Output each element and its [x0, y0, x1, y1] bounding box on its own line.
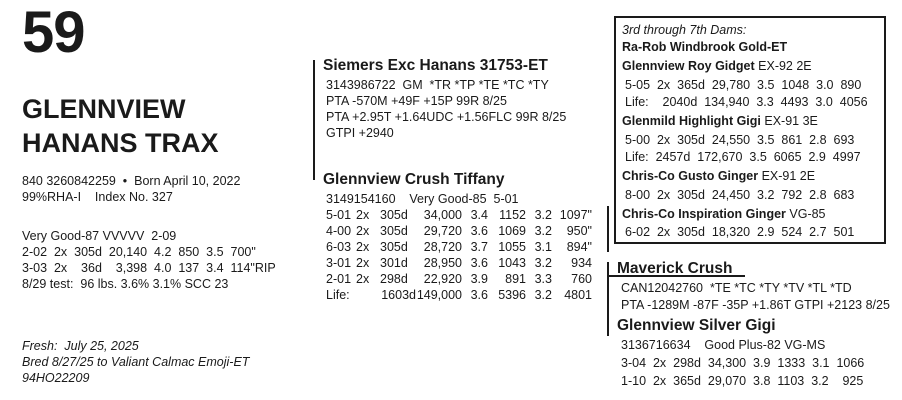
table-cell: 3.2 — [534, 256, 552, 270]
bred-sire-code: 94HO22209 — [22, 371, 90, 385]
ancestor-dam-record: 5-00 2x 305d 24,550 3.5 861 2.8 693 — [625, 133, 855, 147]
ancestor-dam-name: Glenmild Highlight Gigi — [622, 114, 761, 128]
ancestor-dam-3 — [622, 113, 818, 129]
granddam-record-1: 3-04 2x 298d 34,300 3.9 1333 3.1 1066 — [621, 356, 865, 370]
table-row — [326, 239, 592, 255]
table-cell: 950" — [566, 224, 592, 238]
table-cell: 29,720 — [423, 224, 462, 238]
ancestor-dam-class: EX-92 2E — [754, 59, 812, 73]
ancestor-dam-life: Life: 2040d 134,940 3.3 4493 3.0 4056 — [625, 95, 868, 109]
sire-line-1: 3143986722 GM *TR *TP *TE *TC *TY — [326, 78, 549, 92]
table-cell: 2x — [356, 272, 370, 286]
table-cell: Life: — [326, 288, 350, 302]
table-cell: 2x — [356, 224, 370, 238]
ancestor-dam-class: EX-91 2E — [758, 169, 816, 183]
table-cell: 934 — [571, 256, 592, 270]
cow-rha-line: 99%RHA-I Index No. 327 — [22, 190, 173, 204]
table-row — [326, 223, 592, 239]
granddam-info: 3136716634 Good Plus-82 VG-MS — [621, 338, 826, 352]
table-cell: 3.6 — [470, 288, 488, 302]
cow-record-1: 2-02 2x 305d 20,140 4.2 850 3.5 700" — [22, 245, 256, 259]
table-cell: 3.1 — [534, 240, 552, 254]
table-cell: 3.7 — [470, 240, 488, 254]
table-cell: 301d — [380, 256, 408, 270]
table-cell: 298d — [380, 272, 408, 286]
table-cell: 3.4 — [470, 208, 488, 222]
table-cell: 5396 — [498, 288, 526, 302]
table-cell: 22,920 — [423, 272, 462, 286]
cow-id-line: 840 3260842259 • Born April 10, 2022 — [22, 174, 241, 188]
table-cell: 1097" — [559, 208, 592, 222]
table-cell: 1069 — [498, 224, 526, 238]
table-row — [326, 271, 592, 287]
table-cell: 760 — [571, 272, 592, 286]
table-row — [326, 287, 592, 303]
table-cell: 1152 — [499, 208, 526, 222]
dam-name: Glennview Crush Tiffany — [323, 171, 505, 188]
table-cell: 34,000 — [423, 208, 462, 222]
table-cell: 1603d — [381, 288, 416, 302]
table-cell: 28,720 — [423, 240, 462, 254]
sire-line-4: GTPI +2940 — [326, 126, 394, 140]
table-cell: 3.2 — [534, 208, 552, 222]
table-row — [326, 207, 592, 223]
table-row — [326, 255, 592, 271]
mgs-name: Maverick Crush — [617, 260, 733, 277]
ancestor-dam-1-name: Ra-Rob Windbrook Gold-ET — [622, 40, 788, 54]
sire-line-3: PTA +2.95T +1.64UDC +1.56FLC 99R 8/25 — [326, 110, 567, 124]
ancestor-dam-5 — [622, 206, 826, 222]
dam-records-table — [326, 207, 592, 303]
table-cell: 3-01 — [326, 256, 352, 270]
cow-classification: Very Good-87 VVVVV 2-09 — [22, 229, 177, 243]
table-cell: 4801 — [564, 288, 592, 302]
sire-line-2: PTA -570M +49F +15P 99R 8/25 — [326, 94, 507, 108]
table-cell: 3.2 — [534, 224, 552, 238]
table-cell: 149,000 — [416, 288, 462, 302]
cow-test-record: 8/29 test: 96 lbs. 3.6% 3.1% SCC 23 — [22, 277, 229, 291]
table-cell: 2x — [356, 256, 370, 270]
table-cell: 891 — [505, 272, 526, 286]
mgs-bracket-line — [607, 262, 609, 336]
granddam-name: Glennview Silver Gigi — [617, 317, 776, 334]
dam-info: 3149154160 Very Good-85 5-01 — [326, 192, 519, 206]
table-cell: 3.2 — [534, 288, 552, 302]
mgs-line-2: PTA -1289M -87F -35P +1.86T GTPI +2123 8/25 — [621, 298, 890, 312]
sire-bracket-line — [313, 60, 315, 180]
table-cell: 3.6 — [470, 224, 488, 238]
table-cell: 305d — [380, 208, 408, 222]
ancestor-dam-record: 8-00 2x 305d 24,450 3.2 792 2.8 683 — [625, 188, 855, 202]
mgs-line-1: CAN12042760 *TE *TC *TY *TV *TL *TD — [621, 281, 852, 295]
cow-record-2: 3-03 2x 36d 3,398 4.0 137 3.4 114"RIP — [22, 261, 276, 275]
granddam-record-2: 1-10 2x 365d 29,070 3.8 1103 3.2 925 — [621, 374, 864, 388]
table-cell: 2x — [356, 240, 370, 254]
table-cell: 894" — [566, 240, 592, 254]
fresh-date: Fresh: July 25, 2025 — [22, 339, 139, 353]
ancestor-dams-title: 3rd through 7th Dams: — [622, 23, 747, 37]
ancestor-dam-4 — [622, 168, 815, 184]
dam-bracket-line — [607, 206, 609, 252]
ancestor-dam-record: 6-02 2x 305d 18,320 2.9 524 2.7 501 — [625, 225, 855, 239]
table-cell: 5-01 — [326, 208, 352, 222]
table-cell: 1055 — [498, 240, 526, 254]
table-cell: 4-00 — [326, 224, 352, 238]
sire-name: Siemers Exc Hanans 31753-ET — [323, 57, 548, 74]
table-cell: 3.3 — [534, 272, 552, 286]
table-cell: 3.9 — [470, 272, 488, 286]
ancestor-dam-name: Glennview Roy Gidget — [622, 59, 755, 73]
table-cell: 6-03 — [326, 240, 352, 254]
ancestor-dam-life: Life: 2457d 172,670 3.5 6065 2.9 4997 — [625, 150, 861, 164]
table-cell: 2-01 — [326, 272, 352, 286]
ancestor-dam-name: Chris-Co Inspiration Ginger — [622, 207, 786, 221]
bred-info: Bred 8/27/25 to Valiant Calmac Emoji-ET — [22, 355, 250, 369]
table-cell: 28,950 — [423, 256, 462, 270]
table-cell: 305d — [380, 224, 408, 238]
table-cell: 2x — [356, 208, 370, 222]
table-cell: 3.6 — [470, 256, 488, 270]
ancestor-dam-name: Chris-Co Gusto Ginger — [622, 169, 759, 183]
lot-number: 59 — [22, 0, 85, 65]
dam-records — [326, 207, 592, 303]
ancestor-dam-2 — [622, 58, 812, 74]
ancestor-dam-class: EX-91 3E — [760, 114, 818, 128]
table-cell: 1043 — [498, 256, 526, 270]
table-cell: 305d — [380, 240, 408, 254]
cow-name-line2: HANANS TRAX — [22, 128, 219, 158]
ancestor-dam-class: VG-85 — [785, 207, 826, 221]
ancestor-dam-record: 5-05 2x 365d 29,780 3.5 1048 3.0 890 — [625, 78, 862, 92]
cow-name-line1: GLENNVIEW — [22, 94, 186, 124]
